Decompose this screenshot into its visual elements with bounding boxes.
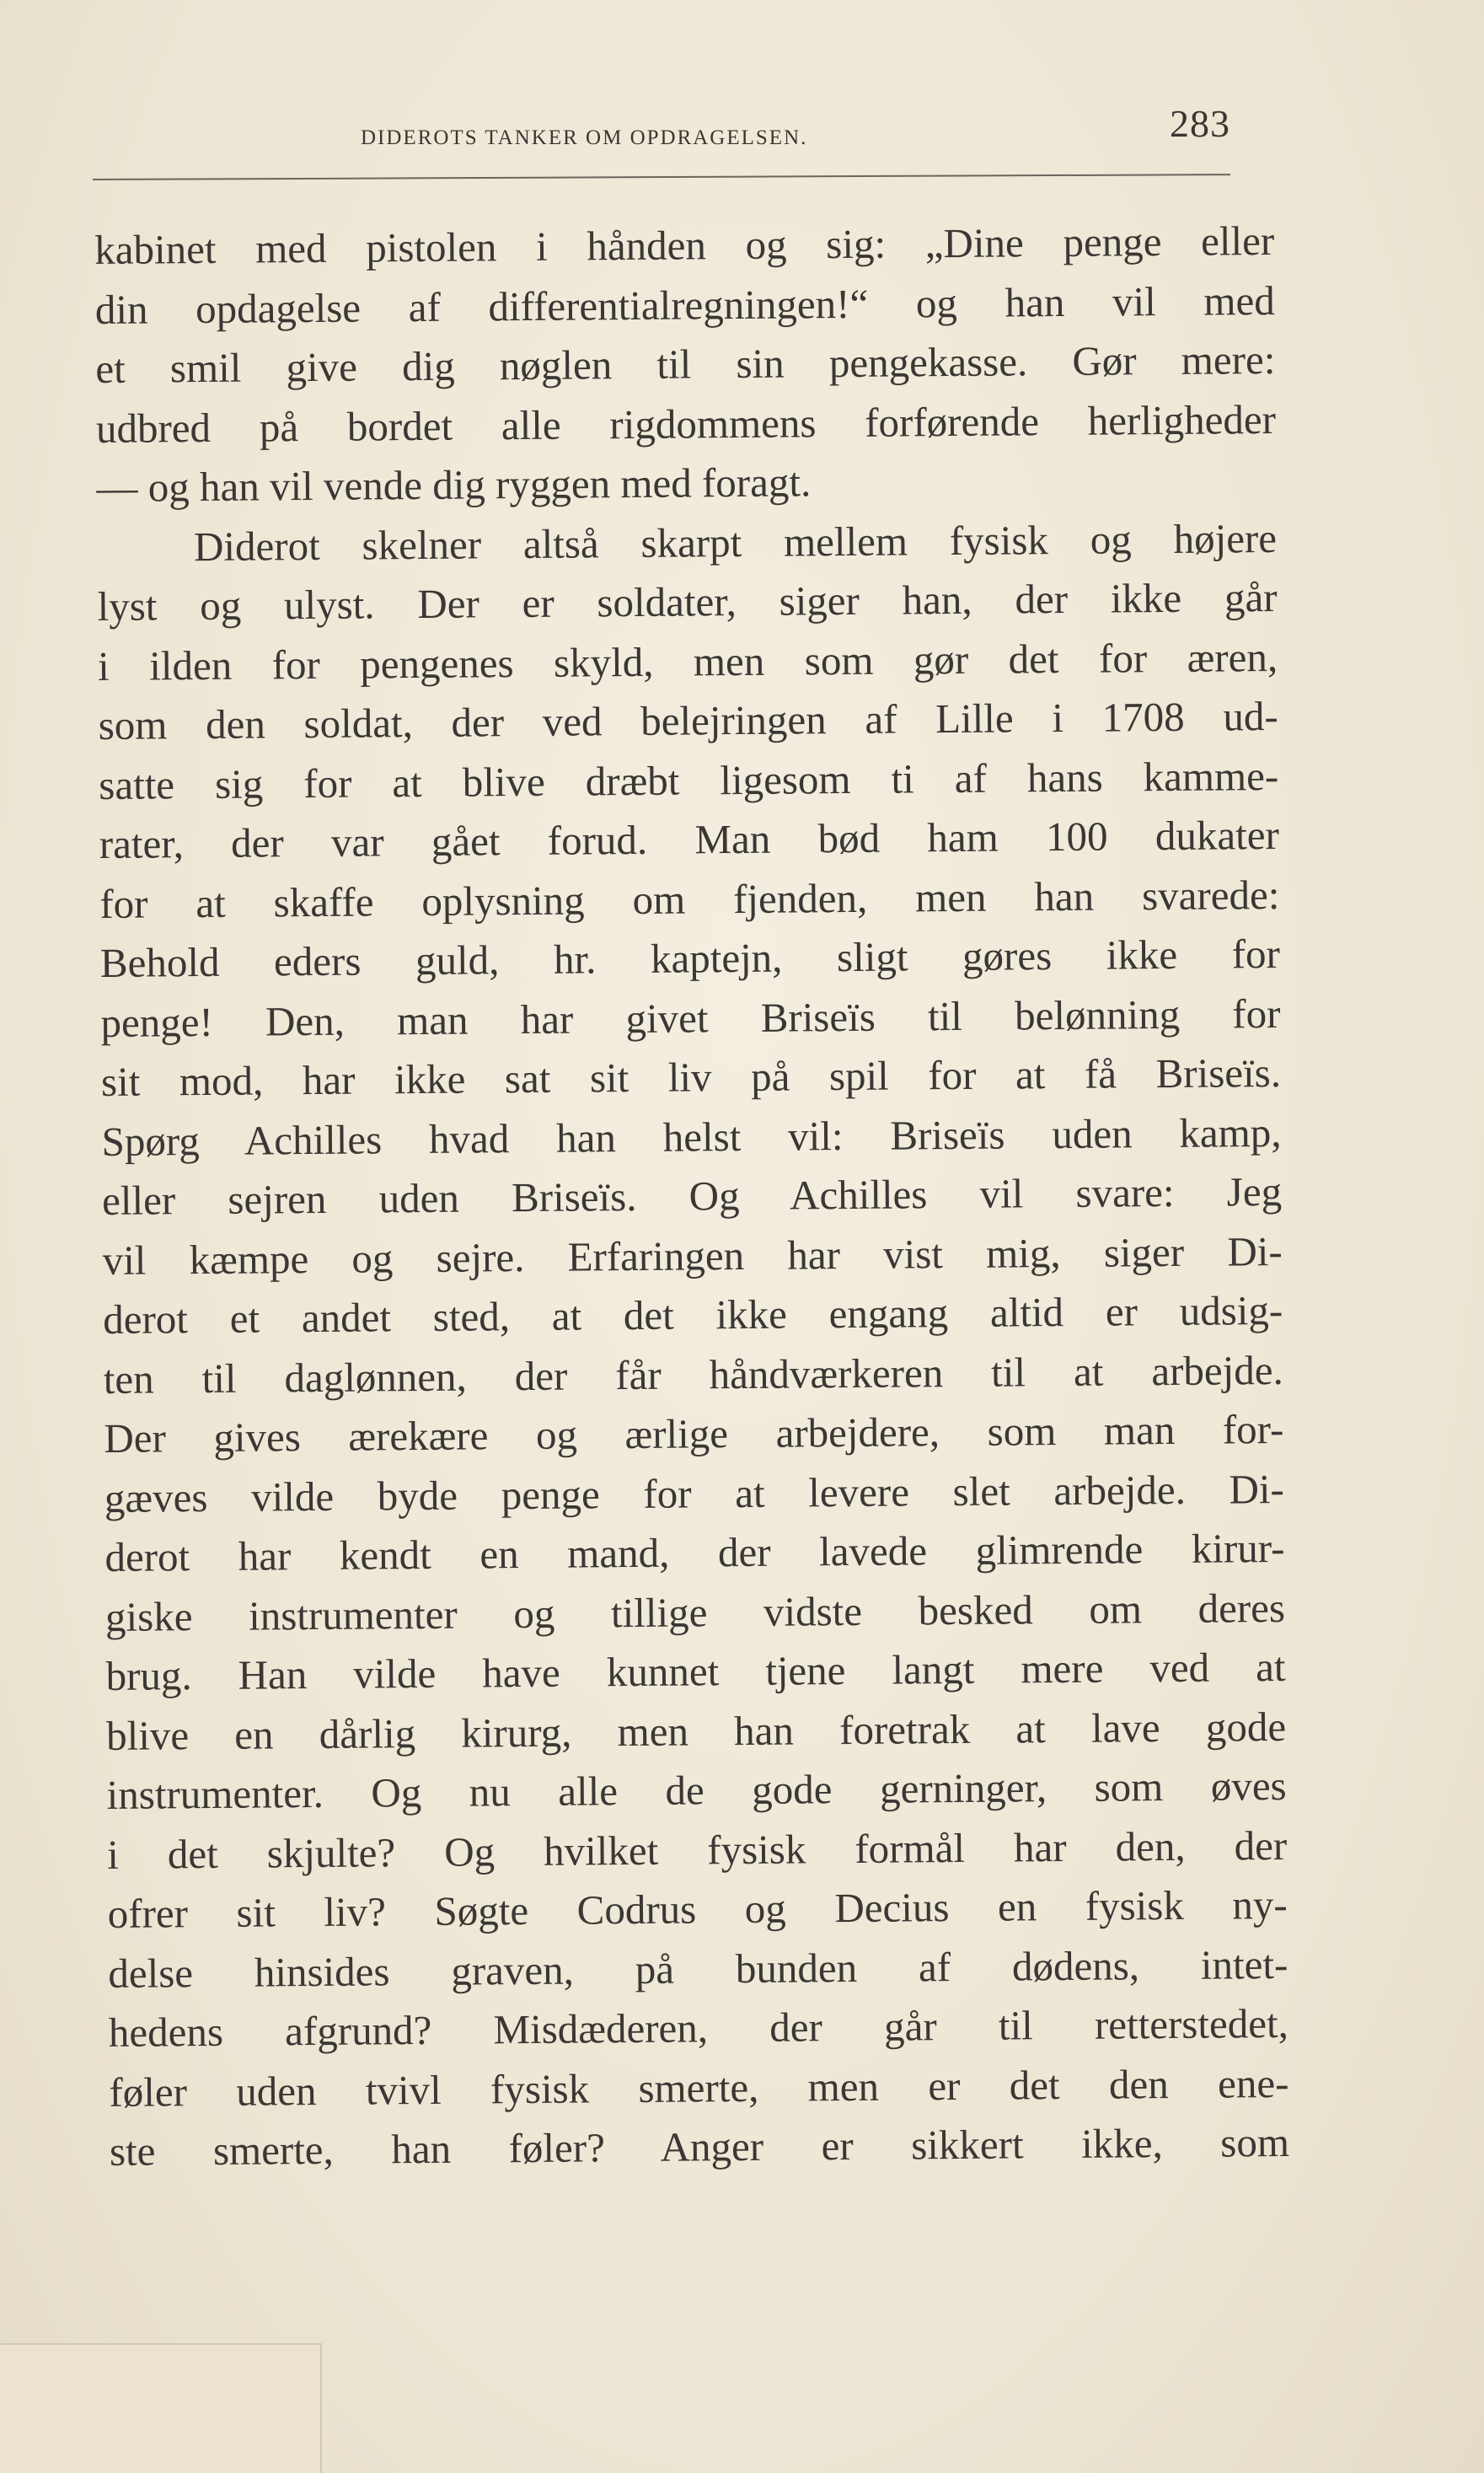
text-line: rater, der var gået forud. Man bød ham 100 dukater xyxy=(99,811,1279,867)
text-line: Diderot skelner altså skarpt mellem fysisk og højere xyxy=(193,514,1278,570)
text-line: føler uden tvivl fysisk smerte, men er det den ene- xyxy=(109,2059,1289,2116)
body-text xyxy=(94,212,1289,2181)
text-line: sit mod, har ikke sat sit liv på spil for at få Briseïs. xyxy=(100,1049,1282,1105)
running-head xyxy=(93,101,1230,177)
text-line: eller sejren uden Briseïs. Og Achilles vil svare: Jeg xyxy=(101,1167,1283,1224)
text-line: vil kæmpe og sejre. Erfaringen har vist mig, siger Di- xyxy=(102,1227,1283,1284)
text-line: din opdagelse af differentialregningen!“ og han vil med xyxy=(94,276,1275,333)
text-line: blive en dårlig kirurg, men han foretrak at lave gode xyxy=(105,1703,1287,1759)
text-line: delse hinsides graven, på bunden af dødens, intet- xyxy=(108,1940,1288,1997)
page-number: 283 xyxy=(1170,102,1230,145)
text-line: hedens afgrund? Misdæderen, der går til retterstedet, xyxy=(108,1999,1289,2056)
text-line: kabinet med pistolen i hånden og sig: „Dine penge eller xyxy=(94,217,1275,273)
text-line: lyst og ulyst. Der er soldater, siger han, der ikke går xyxy=(97,573,1278,630)
running-title: DIDEROTS TANKER OM OPDRAGELSEN. xyxy=(361,126,808,149)
text-line: udbred på bordet alle rigdommens forførende herligheder xyxy=(95,395,1277,452)
text-line: et smil give dig nøglen til sin pengekasse. Gør mere: xyxy=(95,335,1276,392)
text-line: — og han vil vende dig ryggen med foragt. xyxy=(96,459,812,511)
text-line: giske instrumenter og tillige vidste besked om deres xyxy=(104,1584,1286,1640)
text-line: i ilden for pengenes skyld, men som gør det for æren, xyxy=(97,633,1278,689)
text-line: Behold eders guld, hr. kaptejn, sligt gøres ikke for xyxy=(99,930,1281,986)
text-line: i det skjulte? Og hvilket fysisk formål har den, der xyxy=(107,1821,1288,1878)
paper-edge-mark xyxy=(0,2343,322,2473)
text-line: instrumenter. Og nu alle de gode gerninger, som øves xyxy=(106,1762,1287,1818)
text-line: brug. Han vilde have kunnet tjene langt mere ved at xyxy=(105,1643,1286,1699)
text-line: gæves vilde byde penge for at levere slet arbejde. Di- xyxy=(104,1465,1285,1521)
text-line: Spørg Achilles hvad han helst vil: Briseïs uden kamp, xyxy=(101,1108,1282,1165)
text-line: satte sig for at blive dræbt ligesom ti af hans kamme- xyxy=(99,752,1279,808)
text-line: derot har kendt en mand, der lavede glimrende kirur- xyxy=(104,1524,1285,1580)
text-line: penge! Den, man har givet Briseïs til belønning for xyxy=(100,990,1281,1046)
text-line: for at skaffe oplysning om fjenden, men han svarede: xyxy=(99,871,1280,927)
text-line: Der gives ærekære og ærlige arbejdere, som man for- xyxy=(104,1405,1284,1462)
text-line: som den soldat, der ved belejringen af Lille i 1708 ud- xyxy=(98,692,1278,748)
text-line: ten til daglønnen, der får håndværkeren til at arbejde. xyxy=(103,1346,1283,1403)
text-line: ofrer sit liv? Søgte Codrus og Decius en fysisk ny- xyxy=(107,1880,1288,1937)
text-line: derot et andet sted, at det ikke engang altid er udsig- xyxy=(103,1286,1283,1343)
text-line: ste smerte, han føler? Anger er sikkert ikke, som xyxy=(109,2118,1290,2175)
